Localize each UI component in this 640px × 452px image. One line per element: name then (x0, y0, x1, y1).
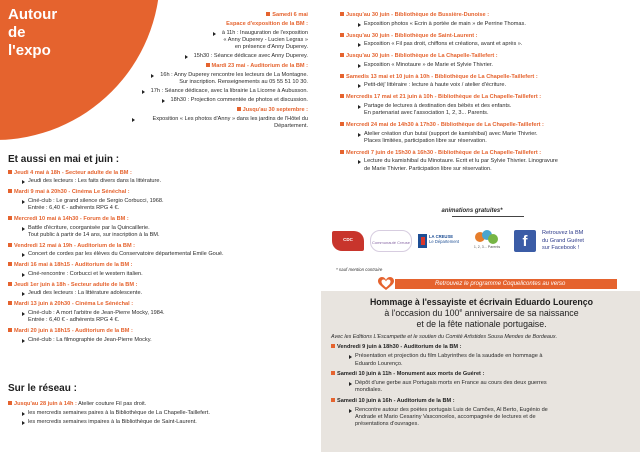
sub-item-text (355, 353, 543, 368)
text-line: mondiales. (355, 387, 383, 394)
event-heading-text: Mardi 20 juin à 18h15 - Auditorium de la BM : (14, 328, 133, 335)
bullet-triangle-icon (358, 43, 361, 47)
sub-item-text (28, 225, 160, 240)
facebook-icon[interactable]: f (514, 230, 536, 252)
sub-item (8, 290, 313, 297)
sub-item (340, 41, 632, 48)
sub-item-text (141, 116, 308, 131)
sub-item-text (28, 290, 142, 297)
creuse-flag-icon (418, 234, 427, 248)
sub-item (132, 30, 308, 52)
text-line: Battle d'écriture, coorganisée par la Quincaillerie. (28, 224, 150, 231)
text-line: en présence d'Anny Duperey. (234, 44, 308, 51)
event (8, 301, 313, 324)
bullet-triangle-icon (358, 23, 361, 27)
right-column (340, 12, 632, 173)
expo-day3-items (132, 116, 308, 131)
sub-item-text (28, 271, 143, 278)
event (8, 262, 313, 278)
event-heading-text: Vendredi 12 mai à 19h - Auditorium de la BM : (14, 242, 136, 249)
bullet-triangle-icon (22, 339, 25, 343)
bullet-triangle-icon (358, 160, 361, 164)
heart-icon (378, 277, 394, 291)
bullet-square-icon (266, 12, 270, 16)
sub-item-text (171, 97, 308, 104)
section-title-reseau: Sur le réseau : (8, 383, 77, 394)
event (8, 216, 313, 239)
sub-item-text (151, 88, 308, 95)
sub-item-text (364, 103, 511, 118)
text-line: Tout public à partir de 14 ans, sur inscription à la BM. (28, 231, 160, 238)
bullet-triangle-icon (213, 32, 216, 36)
event-heading-text: Mercredi 10 mai à 14h30 - Forum de la BM : (14, 215, 129, 222)
sub-item-text (28, 198, 164, 213)
sub-item-text (28, 419, 197, 426)
sub-item-text (28, 310, 165, 325)
bullet-square-icon (8, 401, 12, 405)
bullet-square-icon (340, 150, 344, 154)
event-heading (340, 122, 632, 129)
text-line: Lecture du kamishibaï du Minotaure. Ecrit et lu par Sylvie Thivrier. Linogravure (364, 158, 558, 165)
text-line: 16h : Anny Duperey rencontre les lecteurs de La Montagne. (160, 71, 308, 78)
event-heading (331, 398, 632, 405)
text-line: présentations d'ouvrages. (355, 421, 419, 428)
divider-line (452, 216, 524, 217)
text-line: Ciné-rencontre : Corbucci et le western italien. (28, 270, 143, 277)
sub-item (132, 97, 308, 104)
event-heading-text: Jeudi 1er juin à 18h - Secteur adulte de la BM : (14, 281, 138, 288)
text-line: Exposition « Les photos d'Anny » dans les jardins de l'Hôtel du Département. (152, 115, 308, 129)
bullet-square-icon (331, 371, 335, 375)
sub-item (340, 82, 632, 89)
expo-day1-items (132, 30, 308, 61)
text-line: Ciné-club : A mort l'arbitre de Jean-Pierre Mocky, 1984. (28, 309, 165, 316)
text-line: Rencontre autour des poètes portugais Luis de Camões, Al Berto, Eugénio de (355, 406, 548, 413)
sub-item-text (364, 62, 493, 69)
bullet-triangle-icon (22, 292, 25, 296)
sub-item (8, 337, 313, 344)
sub-item (8, 271, 313, 278)
aussi-list (8, 170, 313, 345)
event (340, 74, 632, 90)
bullet-square-icon (340, 33, 344, 37)
text-line: Places limitées, participation libre sur réservation. (364, 137, 487, 144)
event-heading-text: Mardi 13 juin à 20h30 - Cinéma Le Sénéchal : (14, 301, 134, 308)
event-heading (8, 282, 313, 289)
text-line: « Anny Duperey - Lucien Legras » (223, 36, 308, 43)
bullet-square-icon (8, 170, 12, 174)
reseau-section (8, 401, 313, 426)
event-heading (8, 301, 313, 308)
sub-item-text (28, 178, 161, 185)
sub-item (132, 88, 308, 95)
bullet-triangle-icon (22, 421, 25, 425)
text-line: Concert de cordes par les élèves du Conservatoire départemental Emile Goué. (28, 251, 224, 258)
event-heading (8, 262, 313, 269)
event (340, 33, 632, 49)
text-line: Eduardo Lourenço. (355, 360, 403, 367)
text-line: les mercredis semaines impaires à la Bibliothèque de Saint-Laurent. (28, 418, 197, 425)
event-heading-text: Mercredis 17 mai et 21 juin à 10h - Bibliothèque de La Chapelle-Taillefert : (346, 94, 542, 101)
bullet-triangle-icon (358, 133, 361, 137)
sub-item-text (364, 158, 558, 173)
bullet-square-icon (340, 94, 344, 98)
sub-item (340, 131, 632, 146)
text-line: Entrée : 6,40 € - adhérents RPG 4 €. (28, 205, 120, 212)
bullet-triangle-icon (22, 200, 25, 204)
text-line: Jeudi des lecteurs : La littérature adolescente. (28, 290, 143, 297)
event-heading (340, 53, 632, 60)
sub-item (340, 103, 632, 118)
bullet-triangle-icon (349, 409, 352, 413)
sub-item (331, 407, 632, 429)
event (8, 189, 313, 212)
event (331, 344, 632, 367)
sub-item-text (355, 407, 548, 429)
text-line: Exposition photos « Ecrin à portée de main » de Perrine Thomas. (364, 20, 526, 27)
reseau-event: Jusqu'au 28 juin à 14h : Atelier couture Fil pas droit. les mercredis semaines paires à la Bibliothèque de La Chapelle-Taillefert. les mercredis semaines impaires à la Bibliothèque de Saint-Laurent. (8, 401, 313, 426)
bullet-square-icon (8, 189, 12, 193)
text-line: 18h30 : Projection commentée de photos et discussion. (170, 96, 308, 103)
text-line: Exposition « Minotaure » de Marie et Sylvie Thivrier. (364, 61, 493, 68)
bullet-triangle-icon (22, 227, 25, 231)
sub-item-text (194, 53, 308, 60)
text-line: En partenariat avec l'association 1, 2, 3... Parents. (364, 110, 489, 117)
expo-day2-items (132, 72, 308, 104)
event (8, 328, 313, 344)
sub-item (8, 410, 313, 417)
sub-item (331, 353, 632, 368)
sub-item-text (355, 380, 547, 395)
event (340, 122, 632, 145)
event-heading-text: Vendredi 9 juin à 18h30 - Auditorium de la BM : (337, 344, 462, 351)
sub-item-text (160, 72, 308, 87)
bullet-square-icon (237, 107, 241, 111)
sub-item-text (28, 337, 152, 344)
bullet-triangle-icon (22, 180, 25, 184)
text-line: Atelier création d'un butaï (support de kamishibaï) avec Marie Thivrier. (364, 130, 538, 137)
creuse-logo: LA CREUSE Le Département (416, 230, 466, 252)
event (8, 282, 313, 298)
sub-item (340, 158, 632, 173)
sub-item (8, 178, 313, 185)
animations-note: animations gratuites* (441, 208, 503, 214)
event (331, 371, 632, 394)
bullet-square-icon (331, 344, 335, 348)
text-line: Exposition « Fil pas droit, chiffons et créations, avant et après ». (364, 41, 523, 48)
event-heading-text: Jusqu'au 30 juin - Bibliothèque de La Chapelle-Taillefert : (346, 53, 498, 60)
event (8, 243, 313, 259)
bullet-square-icon (8, 282, 12, 286)
bullet-triangle-icon (22, 312, 25, 316)
text-line: Jeudi des lecteurs : Les faits divers dans la littérature. (28, 178, 162, 185)
text-line: Ciné-club : Le grand silence de Sergio Corbucci, 1968. (28, 197, 164, 204)
sub-item (8, 251, 313, 258)
sub-item (8, 310, 313, 325)
event-heading-text: Samedi 10 juin à 11h - Monument aux morts de Guéret : (337, 371, 485, 378)
event-heading-text: Jeudi 4 mai à 18h - Secteur adulte de la BM : (14, 169, 132, 176)
bullet-triangle-icon (22, 412, 25, 416)
sub-item-text (364, 82, 506, 89)
event-heading (340, 94, 632, 101)
event-heading (340, 33, 632, 40)
bullet-square-icon (8, 243, 12, 247)
bullet-triangle-icon (349, 355, 352, 359)
bullet-square-icon (8, 301, 12, 305)
event-heading-text: Samedi 10 juin à 16h - Auditorium de la BM : (337, 398, 455, 405)
event (8, 170, 313, 186)
sub-item-text (364, 41, 522, 48)
text-line: Petit-déj' littéraire : lecture à haute voix / atelier d'écriture. (364, 82, 507, 89)
bullet-triangle-icon (132, 118, 135, 122)
parents-logo: 1, 2, 3... Parents (472, 230, 500, 252)
bullet-triangle-icon (358, 84, 361, 88)
text-line: 17h : Séance dédicace, avec la librairie La Licorne à Aubusson. (150, 87, 308, 94)
event (340, 12, 632, 28)
event-heading (8, 170, 313, 177)
cdc-logo: CDC (332, 231, 364, 251)
corner-title: Autour de l'expo (8, 6, 58, 59)
sub-item-text (222, 30, 308, 52)
bullet-triangle-icon (22, 273, 25, 277)
event-heading (340, 12, 632, 19)
event-heading (8, 243, 313, 250)
event-heading-text: Jusqu'au 30 juin - Bibliothèque de Bussière-Dunoise : (346, 12, 490, 18)
event-heading-text: Jusqu'au 30 juin - Bibliothèque de Saint-Laurent : (346, 32, 478, 39)
text-line: Dépôt d'une gerbe aux Portugais morts en France au cours des deux guerres (355, 380, 547, 387)
event-heading (331, 371, 632, 378)
event-heading (8, 189, 313, 196)
bullet-triangle-icon (162, 99, 165, 103)
bullet-square-icon (340, 122, 344, 126)
sub-item (8, 198, 313, 213)
sub-item-text (28, 410, 210, 417)
sub-item (8, 225, 313, 240)
bullet-triangle-icon (358, 64, 361, 68)
event-heading-text: Mercredi 24 mai de 14h30 à 17h30 - Bibliothèque de La Chapelle-Taillefert : (346, 121, 544, 128)
event (331, 398, 632, 429)
facebook-text: Retrouvez la BM du Grand Guéret sur Facebook ! (542, 230, 584, 252)
sub-item (132, 53, 308, 60)
expo-schedule: Samedi 6 mai Espace d'exposition de la BM : à 11h : Inauguration de l'exposition « Anny Duperey - Lucien Legras » en présence d'Anny Duperey. 15h30 : Séance dédicace avec Anny Duperey. Mardi 23 mai - Auditorium de la BM : 16h : Anny Duperey rencontre les lecteurs de La Montagne. Sur inscription. Renseignements au 05 55 51 10 30. 17h : Séance dédicace, avec la librairie La Licorne à Aubusson. 18h30 : Projection commentée de photos et discussion. Jusqu'au 30 septembre : Exposition « Les photos d'Anny » dans les jardins de l'Hôtel du Département. (132, 12, 308, 132)
text-line: Sur inscription. Renseignements au 05 55 51 10 30. (179, 79, 308, 86)
bullet-triangle-icon (151, 74, 154, 78)
bullet-square-icon (8, 262, 12, 266)
event-heading (331, 344, 632, 351)
bullet-triangle-icon (22, 253, 25, 257)
event-heading-text: Samedis 13 mai et 10 juin à 10h - Bibliothèque de La Chapelle-Taillefert : (346, 73, 538, 80)
bullet-triangle-icon (185, 55, 188, 59)
sub-item (132, 72, 308, 87)
bullet-square-icon (331, 398, 335, 402)
hommage-panel (321, 291, 640, 452)
hommage-title: Hommage à l'essayiste et écrivain Eduardo Lourenço à l'occasion du 100e anniversaire de sa naissance et de la fête nationale portugaise. (369, 297, 594, 329)
sub-item (340, 62, 632, 69)
bullet-square-icon (340, 74, 344, 78)
event-heading-text: Mercredi 7 juin de 15h30 à 16h30 - Bibliothèque de La Chapelle-Taillefert : (346, 149, 542, 156)
sub-item (340, 21, 632, 28)
hommage-events (331, 344, 632, 428)
sub-item-text (364, 131, 538, 146)
bullet-triangle-icon (358, 105, 361, 109)
bullet-square-icon (8, 216, 12, 220)
text-line: Andrade et Mario Cesariny Vasconcelos, accompagnée de lectures et de (355, 414, 536, 421)
bullet-square-icon (8, 328, 12, 332)
event-heading (8, 328, 313, 335)
footnote: * sauf mention contraire (336, 267, 383, 272)
hommage-intro: Avec les Editions L'Escampette et le soutien du Comité Artistides Sousa Mendes de Bordeaux. (331, 333, 558, 340)
event (340, 150, 632, 173)
text-line: Présentation et projection du film Labyrinthes de la saudade en hommage à (355, 353, 543, 360)
sub-item (8, 419, 313, 426)
event-heading (340, 150, 632, 157)
text-line: Partage de lectures à destination des bébés et des enfants. (364, 102, 512, 109)
sub-item-text (28, 251, 224, 258)
sub-item-text (364, 21, 526, 28)
text-line: les mercredis semaines paires à la Bibliothèque de La Chapelle-Taillefert. (28, 409, 210, 416)
text-line: de Marie Thivrier. Participation libre sur réservation. (364, 165, 492, 172)
text-line: à 11h : Inauguration de l'exposition (221, 29, 308, 36)
text-line: Ciné-club : La filmographie de Jean-Pierre Mocky. (28, 336, 152, 343)
bullet-triangle-icon (142, 90, 145, 94)
bullet-square-icon (340, 12, 344, 16)
event-heading-text: Mardi 9 mai à 20h30 - Cinéma Le Sénéchal : (14, 189, 130, 196)
text-line: 15h30 : Séance dédicace avec Anny Duperey. (193, 52, 308, 59)
event-heading (340, 74, 632, 81)
communaute-logo: Communauté Creuse (370, 230, 412, 252)
bullet-square-icon (340, 53, 344, 57)
text-line: Entrée : 6,40 € - adhérents RPG 4 €. (28, 317, 120, 324)
sub-item (331, 380, 632, 395)
event-heading-text: Mardi 16 mai à 18h15 - Auditorium de la BM : (14, 262, 133, 269)
event (340, 94, 632, 117)
section-title: Et aussi en mai et juin : (8, 154, 120, 165)
event (340, 53, 632, 69)
bullet-square-icon (206, 63, 210, 67)
bullet-triangle-icon (349, 382, 352, 386)
sub-item (132, 116, 308, 131)
coquelicontes-banner: Retrouvez le programme Coquelicontes au verso (395, 279, 617, 289)
event-heading (8, 216, 313, 223)
aussi-section (8, 153, 313, 344)
logos-row (332, 224, 640, 262)
